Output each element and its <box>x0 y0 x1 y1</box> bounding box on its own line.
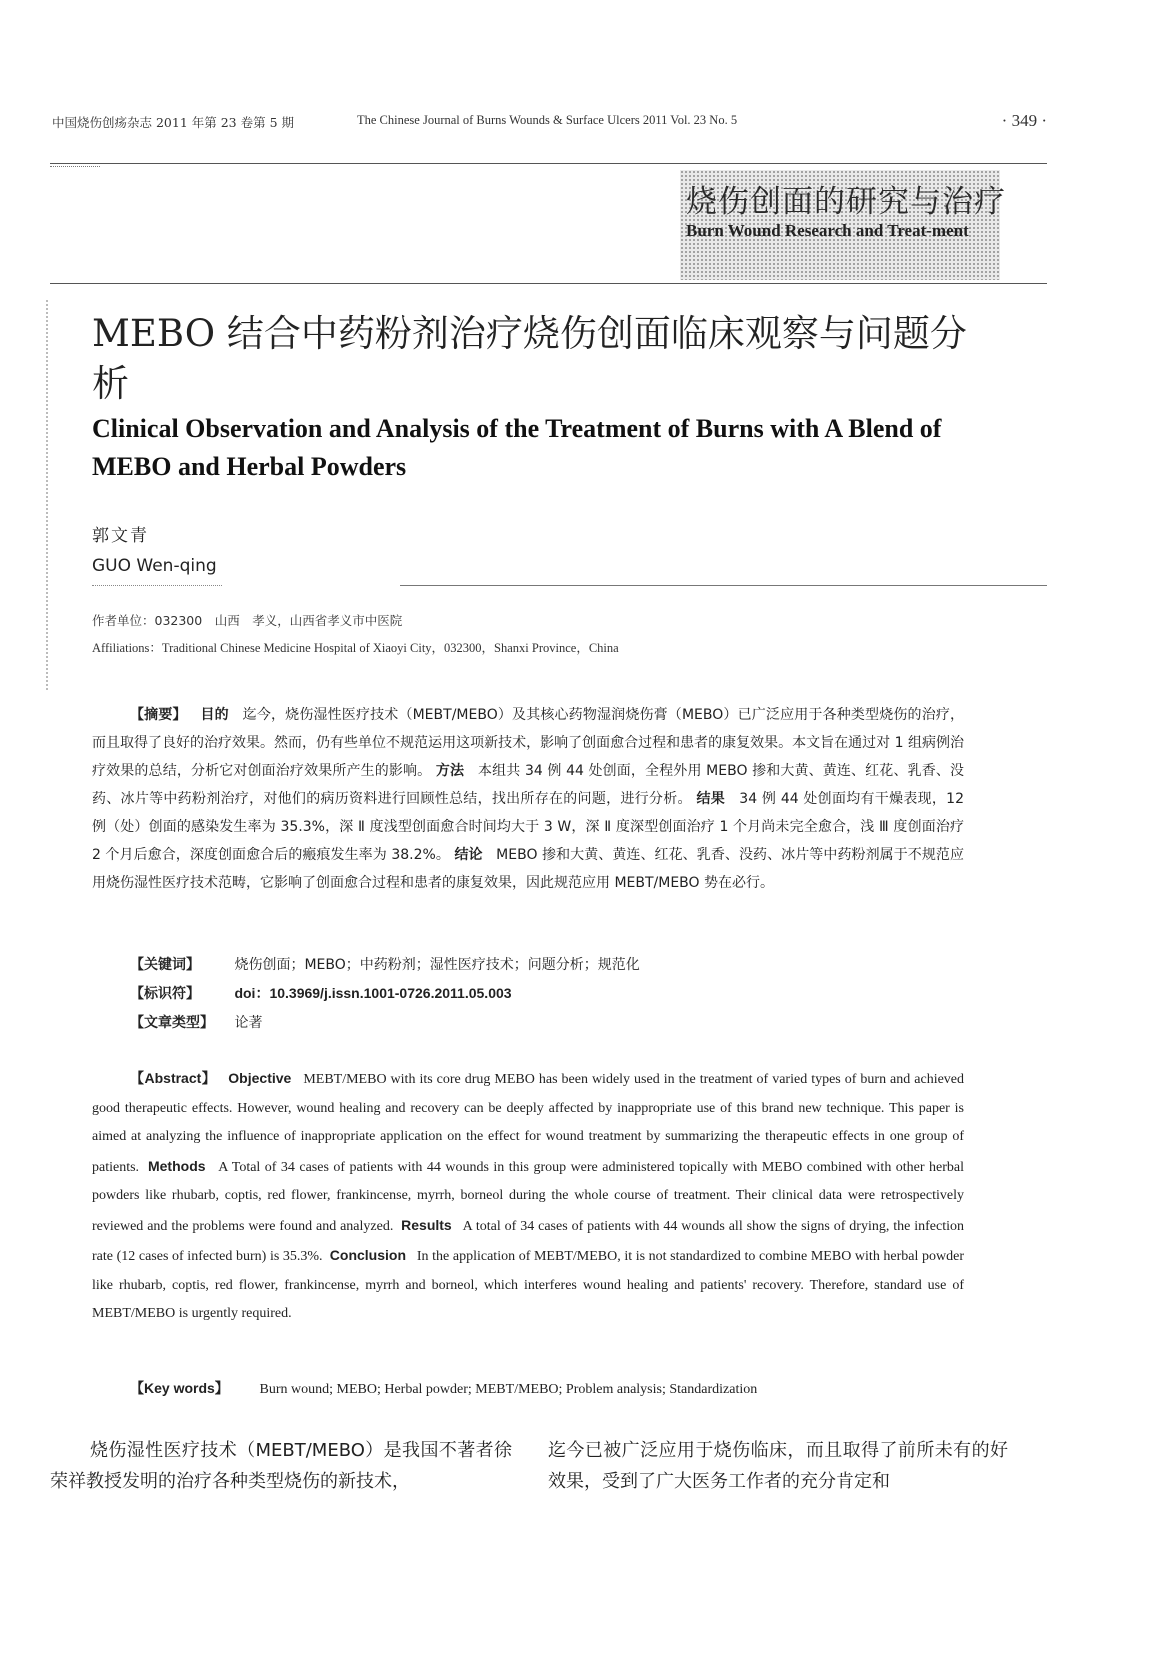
abstract-en-conclusion: In the application of MEBT/MEBO, it is not standardized to combine MEBO with herbal powder like rhubarb, coptis, red flower, frankincense, myrrh and borneol, which interferes wound healing and patients' recovery. Therefore, standard use of MEBT/MEBO is urgently required. <box>92 1249 965 1321</box>
abstract-cn-objective: 迄今，烧伤湿性医疗技术（MEBT/MEBO）及其核心药物湿润烧伤膏（MEBO）已广泛应用于各种类型烧伤的治疗，而且取得了良好的治疗效果。然而，仍有些单位不规范运用这项新技术，影响了创面愈合过程和患者的康复效果。本文旨在通过对 1 组病例治疗效果的总结，分析它对创面治疗效果所产生的影响。 <box>92 707 965 779</box>
abstract-cn-results-label: 结果 <box>696 791 726 807</box>
body-text-left-column: 烧伤湿性医疗技术（MEBT/MEBO）是我国不著者徐荣祥教授发明的治疗各种类型烧伤的新技术， <box>50 1440 512 1492</box>
doi-value: doi：10.3969/j.issn.1001-0726.2011.05.003 <box>234 985 512 1001</box>
abstract-cn-objective-label: 目的 <box>200 707 229 723</box>
section-banner <box>680 170 1006 280</box>
article-type-label: 【文章类型】 <box>130 1015 214 1031</box>
abstract-cn-methods-label: 方法 <box>435 763 465 779</box>
abstract-cn-label: 【摘要】 <box>130 707 187 723</box>
abstract-en-results: A total of 34 cases of patients with 44 wounds all show the signs of drying, the infection rate (12 cases of infected burn) is 35.3%. <box>92 1218 965 1264</box>
section-title-en: Burn Wound Research and Treat-ment <box>686 221 969 240</box>
author-name-cn: 郭文青 <box>92 526 149 546</box>
abstract-en-results-label: Results <box>401 1216 452 1233</box>
affiliation-rule <box>400 585 1047 586</box>
keywords-en-label: 【Key words】 <box>130 1380 229 1396</box>
abstract-en-objective: MEBT/MEBO with its core drug MEBO has been widely used in the treatment of varied types of burn and achieved good therapeutic effects. However, wound healing and recovery can be deeply affected by inappropriate use of this brand new technique. This paper is aimed at analyzing the influence of inappropriate application on the effect for wound treatment by summarizing the therapeutic effects in one group of patients. <box>92 1072 965 1175</box>
article-type-row <box>130 1012 262 1032</box>
article-type-value: 论著 <box>234 1015 263 1031</box>
abstract-en-methods: A Total of 34 cases of patients with 44 wounds in this group were administered topically with MEBO combined with other herbal powders like rhubarb, coptis, red flower, frankincense, myrrh, borneol during the whole course of treatment. Their clinical data were retrospectively reviewed and the problems were found and analyzed. <box>92 1159 964 1234</box>
doi-label: 【标识符】 <box>130 986 200 1002</box>
affiliation-rule-dotted <box>92 585 222 586</box>
author-name-en: GUO Wen-qing <box>92 556 217 576</box>
running-header <box>52 113 1047 135</box>
affiliation-cn: 作者单位：032300 山西 孝义，山西省孝义市中医院 <box>92 613 403 628</box>
keywords-en: Burn wound; MEBO; Herbal powder; MEBT/MEBO; Problem analysis; Standardization <box>259 1382 758 1397</box>
journal-name-en: The Chinese Journal of Burns Wounds & Surface Ulcers 2011 Vol. 23 No. 5 <box>357 113 738 127</box>
abstract-cn-conclusion-label: 结论 <box>454 847 483 863</box>
margin-dots-decoration <box>46 300 52 690</box>
article-title-cn: MEBO 结合中药粉剂治疗烧伤创面临床观察与问题分析 <box>92 312 967 405</box>
article-title-en: Clinical Observation and Analysis of the Treatment of Burns with A Blend of MEBO and Herbal Powders <box>92 414 942 481</box>
affiliation-en: Affiliations：Traditional Chinese Medicine Hospital of Xiaoyi City，032300，Shanxi Province，China <box>92 641 619 655</box>
abstract-cn-methods: 本组共 34 例 44 处创面，全程外用 MEBO 掺和大黄、黄连、红花、乳香、没药、冰片等中药粉剂治疗，对他们的病历资料进行回顾性总结，找出所存在的问题，进行分析。 <box>92 763 964 807</box>
section-title-cn: 烧伤创面的研究与治疗 <box>686 184 1006 220</box>
abstract-en-conclusion-label: Conclusion <box>329 1247 407 1263</box>
abstract-en-objective-label: Objective <box>228 1070 292 1086</box>
doi-row <box>130 983 512 1003</box>
abstract-en-label: 【Abstract】 <box>130 1070 217 1086</box>
abstract-cn-results: 34 例 44 处创面均有干燥表现，12 例（处）创面的感染发生率为 35.3%，深 Ⅱ 度浅型创面愈合时间均大于 3 W，深 Ⅱ 度深型创面治疗 1 个月尚未完全愈合，浅 Ⅲ 度创面治疗 2 个月后愈合，深度创面愈合后的瘢痕发生率为 38.2%。 <box>92 791 965 863</box>
keywords-cn-label: 【关键词】 <box>130 957 200 973</box>
keywords-cn-row <box>130 954 640 974</box>
body-text-right-column: 迄今已被广泛应用于烧伤临床，而且取得了前所未有的好效果，受到了广大医务工作者的充分肯定和 <box>548 1440 1008 1492</box>
abstract-en <box>92 1064 964 1329</box>
abstract-cn-conclusion: MEBO 掺和大黄、黄连、红花、乳香、没药、冰片等中药粉剂属于不规范应用烧伤湿性医疗技术范畴，它影响了创面愈合过程和患者的康复效果，因此规范应用 MEBT/MEBO 势在必行。 <box>92 847 964 891</box>
keywords-en-row <box>130 1378 757 1398</box>
header-rule <box>50 163 1047 164</box>
banner-rule <box>50 283 1047 284</box>
journal-name-cn: 中国烧伤创疡杂志 2011 年第 23 卷第 5 期 <box>52 115 295 130</box>
abstract-cn <box>92 701 964 897</box>
header-rule-dotted <box>50 166 100 167</box>
page-number: · 349 · <box>1001 111 1047 130</box>
keywords-cn: 烧伤创面；MEBO；中药粉剂；湿性医疗技术；问题分析；规范化 <box>234 957 640 973</box>
abstract-en-methods-label: Methods <box>147 1157 206 1174</box>
